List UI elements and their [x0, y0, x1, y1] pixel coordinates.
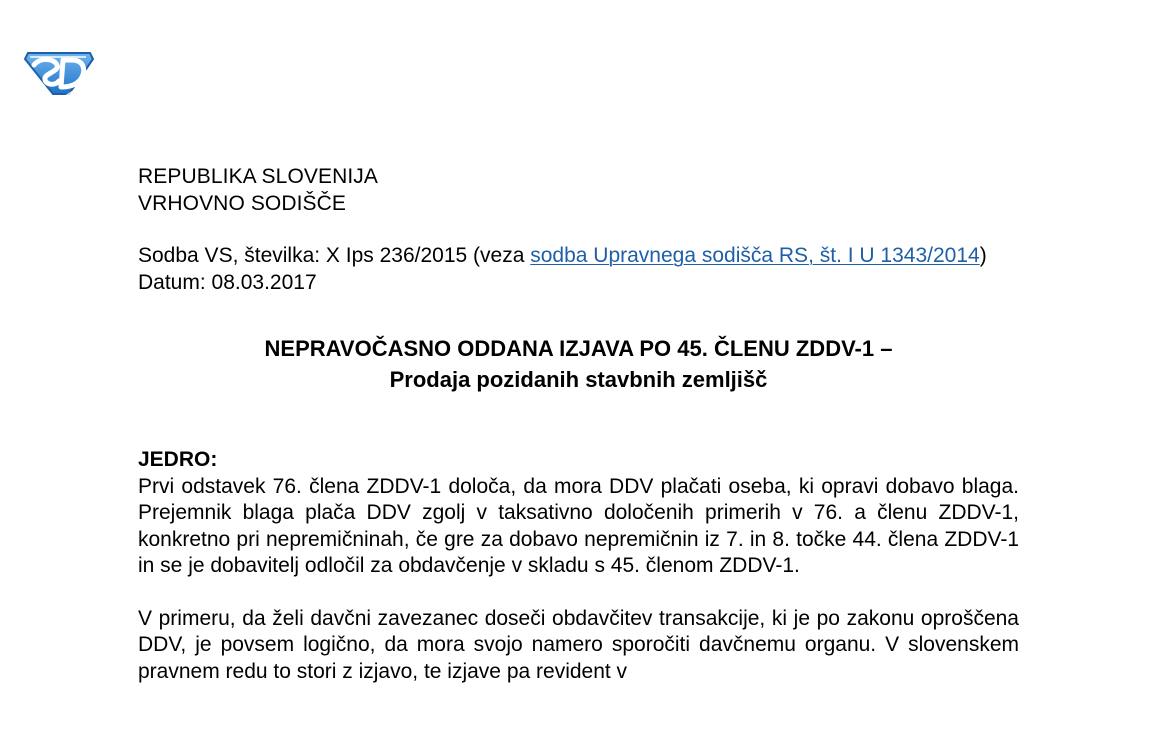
document-title-line-2: Prodaja pozidanih stavbnih zemljišč — [389, 367, 768, 392]
jedro-paragraph-2: V primeru, da želi davčni zavezanec doseči obdavčitev transakcije, ki je po zakonu oproščena DDV, je povsem logično, da mora svojo namero sporočiti davčnemu organu. V slovenskem pravnem redu to stori z izjavo, te izjave pa revident v — [138, 606, 1019, 683]
case-reference — [138, 243, 1019, 270]
case-suffix: ) — [979, 244, 987, 267]
document-title — [138, 333, 1019, 395]
jedro-heading: JEDRO: — [138, 448, 218, 471]
country-heading: REPUBLIKA SLOVENIJA — [138, 165, 378, 188]
document-title-line-1: NEPRAVOČASNO ODDANA IZJAVA PO 45. ČLENU ZDDV-1 – — [264, 336, 893, 361]
court-logo — [22, 49, 96, 103]
court-logo-icon — [22, 49, 96, 103]
court-heading: VRHOVNO SODIŠČE — [138, 191, 347, 215]
spacer — [138, 395, 1019, 447]
document-content — [138, 164, 1019, 685]
spacer — [138, 296, 1019, 324]
case-prefix: Sodba VS, številka: X Ips 236/2015 (veza — [138, 244, 531, 267]
related-judgment-link[interactable]: sodba Upravnega sodišča RS, št. I U 1343/2014 — [530, 244, 980, 267]
spacer — [138, 217, 1019, 243]
logo-text — [96, 49, 97, 50]
judgment-date: Datum: 08.03.2017 — [138, 270, 317, 294]
jedro-paragraph-1: Prvi odstavek 76. člena ZDDV-1 določa, da mora DDV plačati oseba, ki opravi dobavo blaga. Prejemnik blaga plača DDV zgolj v taksativno določenih primerih v 76. a členu ZDDV-1, konkretno pri nepremičninah, če gre za dobavo nepremičnin iz 7. in 8. točke 44. člena ZDDV-1 in se je dobavitelj odločil za obdavčenje v skladu s 45. členom ZDDV-1. — [138, 474, 1019, 577]
